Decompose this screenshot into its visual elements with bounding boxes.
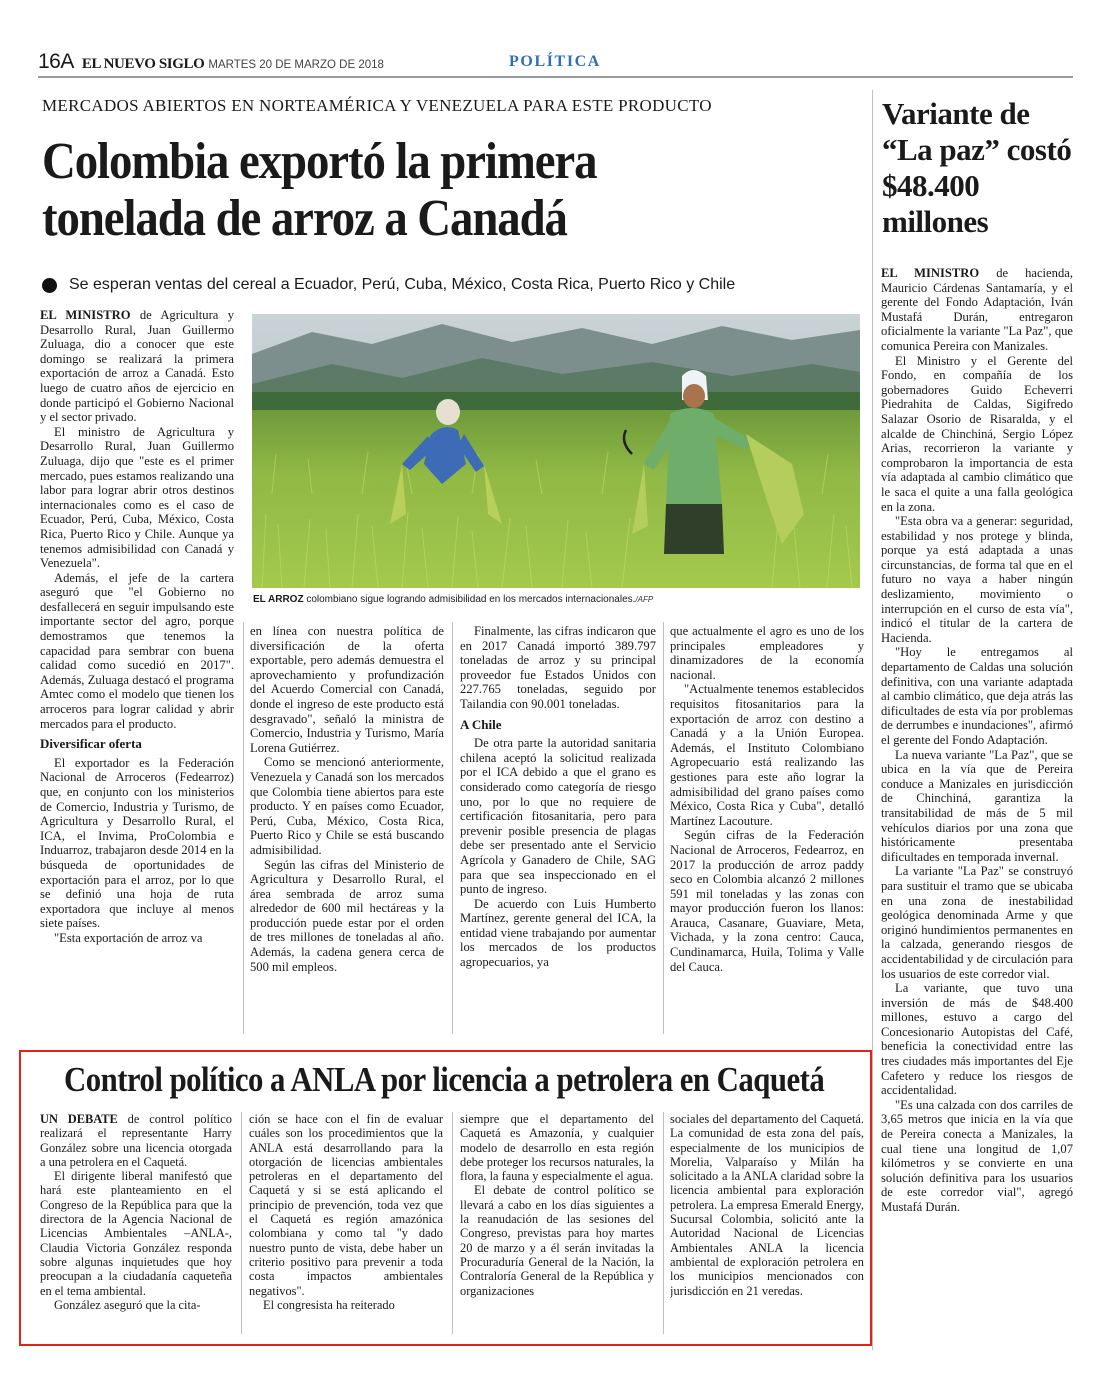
newspaper-name: EL NUEVO SIGLO [81,56,205,72]
main-headline [42,133,596,247]
sidebar-column [881,266,1073,1356]
paragraph: Además, el jefe de la cartera aseguró que "el Gobierno no desfallecerá en seguir impulsando este importante sector del agro, porque demostramos que tenemos la capacidad para sembrar con buena calidad como sucedió en 2017". Además, Zuluaga destacó el programa Amtec como el modelo que tienen los arroceros para lograr calidad y abrir mercados para el producto. [40,570,234,731]
paragraph: De otra parte la autoridad sanitaria chilena aceptó la solicitud realizada por el ICA debido a que el grano es considerado como categoría de riesgo uno, por lo que no requiere de certificación fitosanitaria, pero para prevenir posible presencia de plagas debe ser presentado ante el Servicio Agrícola y Ganadero de Chile, SAG para que sea inspeccionado en el punto de ingreso. [460,736,656,897]
paragraph: La nueva variante "La Paz", que se ubica en la vía que de Pereira conduce a Manizales en jurisdicción de Chinchiná, garantiza la transitabilidad de más de 5 mil vehículos diarios por una zona que históricamente presentaba dificultades en temporada invernal. [881,747,1073,864]
page-number: 16A [38,50,74,73]
paragraph-text: de hacienda, Mauricio Cárdenas Santamaría, y el gerente del Fondo Adaptación, Iván Mustafá Durán, entregaron oficialmente la variante "La Paz", que comunica Pereira con Manizales. [881,266,1073,353]
paragraph: siempre que el departamento del Caquetá es Amazonía, y cualquier modelo de desarrollo en esta región debe proteger los recursos naturales, la flora, la fauna y especialmente el agua. [460,1112,654,1184]
paragraph: en línea con nuestra política de diversificación de la oferta exportable, pero además demuestra el aprovechamiento y profundización del Acuerdo Comercial con Canadá, donde el ingreso de este producto está desgravado", señaló la ministra de Comercio, Industria y Turismo, María Lorena Gutiérrez. [250,624,444,755]
paragraph: Según las cifras del Ministerio de Agricultura y Desarrollo Rural, el área sembrada de arroz suma alrededor de 600 mil hectáreas y la producción puede estar por el orden de tres millones de toneladas al año. Además, la cadena genera cerca de 500 mil empleos. [250,857,444,974]
main-column-1 [40,308,234,1034]
paragraph: "Hoy le entregamos al departamento de Caldas una solución definitiva, con una variante adaptada al cambio climático, que deja atrás las dificultades de esta vía por problemas de derrumbes e inundaciones", afirmó el gerente del Fondo Adaptación. [881,645,1073,747]
boxed-column-3 [460,1112,654,1334]
paragraph: "Esta obra va a generar: seguridad, estabilidad y nos protege y blinda, porque ya está adaptada a unas circunstancias, de forma tal que en el futuro no vaya a haber ningún deslizamiento, movimiento o interrupción en el curso de esta vía", indicó el titular de la cartera de Hacienda. [881,514,1073,645]
dek-bullet-icon [42,278,57,293]
paragraph [40,1112,232,1169]
story-dek [42,276,735,294]
subhead: A Chile [460,716,502,732]
boxed-column-1 [40,1112,232,1334]
main-column-4 [670,624,864,1034]
paragraph: El ministro de Agricultura y Desarrollo Rural, Juan Guillermo Zuluaga, dijo que "este es el primer mercado, pues estamos realizando una labor para lograr abrir otros destinos internacionales como es el caso de Ecuador, Perú, Cuba, México, Costa Rica, Puerto Rico y Chile. Aunque ya tenemos admisibilidad con Canadá y Venezuela". [40,424,234,571]
paragraph: De acuerdo con Luis Humberto Martínez, gerente general del ICA, la entidad viene trabajando por aumentar los mercados de los productos agropecuarios, ya [460,896,656,970]
story-kicker: MERCADOS ABIERTOS EN NORTEAMÉRICA Y VENEZUELA PARA ESTE PRODUCTO [42,96,712,115]
header-rule [38,76,1073,78]
paragraph: El Ministro y el Gerente del Fondo, en compañía de los gobernadores Guido Echeverri Piedrahita de Caldas, Sigifredo Salazar Osorio de Risaralda, y el alcalde de Chinchiná, Sergio López Arias, recorrieron la variante y comprobaron la importancia de esta vía adaptada al cambio climático que le saca el quite a una falla geológica en la zona. [881,353,1073,514]
paragraph: El dirigente liberal manifestó que hará este planteamiento en el Congreso de la República para que la directora de la Agencia Nacional de Licencias Ambientales –ANLA-, Claudia Victoria González responda sobre algunas inquietudes que hoy preocupan a la ciudadanía caqueteña en el tema ambiental. [40,1169,232,1298]
column-rule [241,1112,242,1334]
issue-date: MARTES 20 DE MARZO DE 2018 [208,59,384,71]
boxed-headline: Control político a ANLA por licencia a petrolera en Caquetá [64,1060,825,1099]
paragraph: González aseguró que la cita- [54,1297,201,1312]
main-column-2 [250,624,444,1034]
lead-runin: UN DEBATE [40,1112,118,1126]
paragraph: Según cifras de la Federación Nacional de Arroceros, Fedearroz, en 2017 la producción de arroz paddy seco en Colombia alcanzó 2 millones 591 mil toneladas y las zonas con mayor producción fueron los llanos: Arauca, Casanare, Guaviare, Meta, Vichada, y la zona centro: Cauca, Cundinamarca, Huila, Tolima y Valle del Cauca. [670,828,864,974]
boxed-column-4 [670,1112,864,1334]
lead-runin: EL MINISTRO [40,308,131,322]
column-rule [663,1112,664,1334]
column-rule [452,622,453,1034]
paragraph: ción se hace con el fin de evaluar cuáles son los procedimientos que la ANLA está desarrollando para la otorgación de licencias ambientales petroleras en el departamento del Caquetá y si se está aplicando el principio de prevención, toda vez que el Caquetá es región amazónica colombiana y como tal "y dado nuestro punto de vista, debe haber un criterio positivo para prevenir a toda costa impactos ambientales negativos". [249,1112,443,1298]
photo-caption [253,594,863,605]
boxed-column-2 [249,1112,443,1334]
paragraph: La variante "La Paz" se construyó para sustituir el tramo que se ubicaba en una zona de inestabilidad geológica denominada Arme y que originó hundimientos permanentes en la calzada, generando riesgos de accidentabilidad y de circulación para los usuarios de este corredor vial. [881,864,1073,981]
column-rule [452,1112,453,1334]
main-column-3 [460,624,656,1034]
caption-lead: EL ARROZ [253,594,304,605]
sidebar-headline: Variante de “La paz” costó $48.400 millones [882,96,1072,239]
paragraph: El debate de control político se llevará a cabo en los días siguientes a la reanudación de las sesiones del Congreso, previstas para hoy martes 20 de marzo y a él serán invitadas la Procuraduría General de la Nación, la Contraloría General de la República y organizaciones [460,1183,654,1298]
column-rule [243,622,244,1034]
section-label: POLÍTICA [509,53,601,70]
page-folio [38,50,384,74]
paragraph-text: de control político realizará el representante Harry González sobre una licencia otorgada a una petrolera en el Caquetá. [40,1112,232,1169]
paragraph: "Actualmente tenemos establecidos requisitos fitosanitarios para la exportación de arroz con destino a Canadá y a la Unión Europea. Además, el Instituto Colombiano Agropecuario está realizando las gestiones para este año lograr la admisibilidad del grano países como México, Costa Rica y Cuba", detalló Martínez Lacouture. [670,682,864,828]
paragraph: "Esta exportación de arroz va [54,930,203,945]
paragraph: Finalmente, las cifras indicaron que en 2017 Canadá importó 389.797 toneladas de arroz y su principal proveedor fue Estados Unidos con 227.765 toneladas, seguido por Tailandia con 90.001 toneladas. [460,624,656,711]
paragraph: que actualmente el agro es uno de los principales empleadores y dinamizadores de la economía nacional. [670,624,864,682]
caption-text: colombiano sigue logrando admisibilidad en los mercados internacionales. [303,594,636,605]
paragraph-text: de Agricultura y Desarrollo Rural, Juan Guillermo Zuluaga, dio a conocer que este domingo se realizará la primera exportación de arroz a Canadá. Esto luego de cuatro años de ejercicio en donde participó el Gobierno Nacional y el sector privado. [40,308,234,425]
paragraph: "Es una calzada con dos carriles de 3,65 metros que inicia en la vía que de Pereira conecta a Manizales, la cual tiene una longitud de 1,07 kilómetros y se convierte en una solución definitiva para los usuarios de este corredor vial", agregó Mustafá Durán. [881,1097,1073,1214]
dek-text: Se esperan ventas del cereal a Ecuador, Perú, Cuba, México, Costa Rica, Puerto Rico y Chile [69,276,736,293]
headline-line-2: tonelada de arroz a Canadá [42,190,567,247]
paragraph [40,308,234,425]
column-rule [663,622,664,1034]
photo-credit: /AFP [635,595,654,604]
paragraph: Como se mencionó anteriormente, Venezuela y Canadá son los mercados que Colombia tiene abiertos para este producto. Y en países como Ecuador, Perú, Cuba, México, Costa Rica, Puerto Rico y Chile se está buscando admisibilidad. [250,755,444,857]
sidebar-rule [872,90,873,1350]
paragraph: El exportador es la Federación Nacional de Arroceros (Fedearroz) que, en conjunto con los ministerios de Comercio, Industria y Turismo, de Agricultura y Desarrollo Rural, el ICA, el Invima, ProColombia e Induarroz, trabajaron desde 2014 en la búsqueda de oportunidades de exportación para el arroz, por lo que se definió una hoja de ruta exportadora que incluye al menos siete países. [40,755,234,931]
subhead: Diversificar oferta [40,736,142,752]
photo-illustration [252,314,860,588]
rice-field-photo [252,314,860,588]
lead-runin: EL MINISTRO [881,266,980,280]
paragraph: sociales del departamento del Caquetá. La comunidad de esta zona del país, especialmente de los municipios de Morelia, Valparaíso y Milán ha solicitado a la ANLA claridad sobre la licencia ambiental para exploración petrolera. La empresa Emerald Energy, Sucursal Colombia, solicitó ante la Autoridad Nacional de Licencias Ambientales ANLA la licencia ambiental de exploración petrolera en los municipios mencionados con jurisdicción en 21 veredas. [670,1112,864,1298]
paragraph: La variante, que tuvo una inversión de más de $48.400 millones, estuvo a cargo del Concesionario Autopistas del Café, beneficia la conectividad entre las tres ciudades más importantes del Eje Cafetero y reduce los riesgos de accidentalidad. [881,981,1073,1098]
paragraph: El congresista ha reiterado [263,1297,395,1312]
paragraph [881,266,1073,354]
headline-line-1: Colombia exportó la primera [42,133,597,190]
